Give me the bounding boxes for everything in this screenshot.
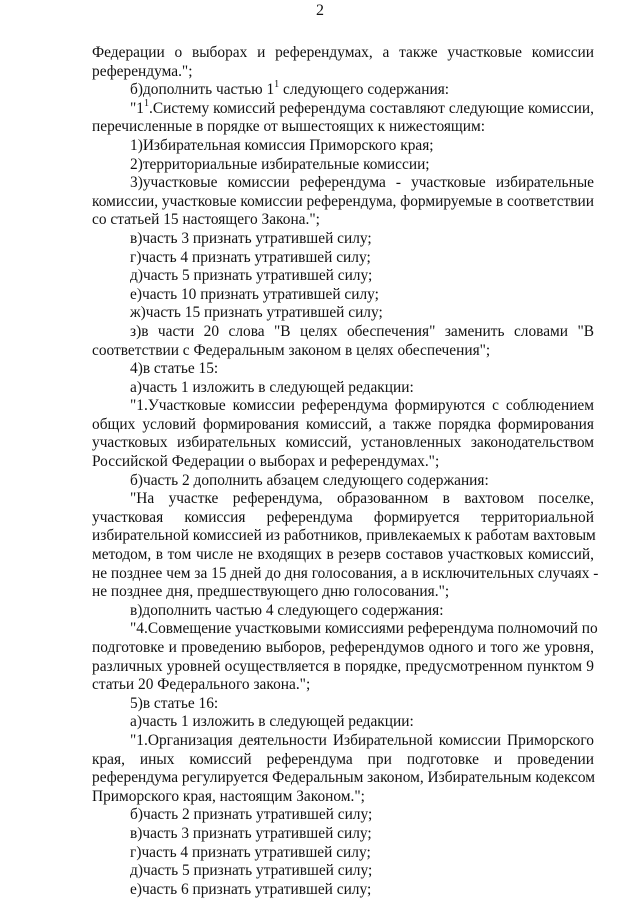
text-run: соответствии с Федеральным законом в целях обеспечения"; [92,341,491,359]
text-line [92,546,594,565]
text-line [92,304,594,323]
text-run: статьи 20 Федерального закона."; [92,676,311,694]
text-run: ж)часть 15 признать утратившей силу; [130,304,383,322]
text-run: 2)территориальные избирательные комиссии; [130,155,430,173]
text-line [92,286,594,305]
text-run: подготовке и проведению выборов, референдумов одного и того же уровня, [92,639,594,656]
text-run: "1.Участковые комиссии референдума формируются с соблюдением [130,397,594,415]
text-line [92,97,594,119]
text-run: в)дополнить частью 4 следующего содержания: [130,601,444,619]
text-run: со статьей 15 настоящего Закона."; [92,211,320,229]
text-line [92,658,594,677]
text-line [92,193,594,212]
text-line [92,416,594,435]
text-line [92,844,594,863]
text-line [92,788,594,807]
text-run: перечисленные в порядке от вышестоящих к нижестоящим: [92,118,486,136]
text-line [92,81,594,100]
text-line [92,453,594,472]
page-number: 2 [316,2,324,19]
superscript: 1 [274,79,280,91]
text-line [92,881,594,900]
text-line [92,434,594,453]
text-line [92,211,594,230]
text-line [92,156,594,175]
text-run: комиссии, участковые комиссии референдума, формируемые в соответствии [92,192,594,210]
text-run: участковых избирательных комиссий, установленных законодательством [92,434,594,452]
text-line [92,676,594,695]
text-line [92,379,594,398]
text-run: Приморского края, настоящим Законом."; [92,787,365,805]
text-run: референдума регулируется Федеральным законом, Избирательным кодексом [92,769,596,787]
text-line [92,509,594,528]
text-line [92,639,594,658]
text-run: "1.Организация деятельности Избирательной комиссии Приморского [130,731,594,749]
text-line [92,825,594,844]
text-run: г)часть 4 признать утратившей силу; [130,248,371,266]
text-line [92,230,594,249]
text-line [92,583,594,602]
text-run: различных уровней осуществляется в порядке, предусмотренном пунктом 9 [92,657,594,675]
text-line [92,713,594,732]
text-run: не позднее чем за 15 дней до дня голосования, а в исключительных случаях - [92,564,599,582]
document-body [92,44,599,899]
text-line [92,806,594,825]
text-line [92,249,594,268]
text-run: з)в части 20 слова "В целях обеспечения" заменить словами "В [130,322,594,340]
text-run: 3)участковые комиссии референдума - участковые избирательные [130,174,594,192]
text-run: референдума."; [92,62,193,80]
text-run: "На участке референдума, образованном в вахтовом поселке, [130,490,594,508]
text-run: б)часть 2 признать утратившей силу; [130,806,373,824]
text-run: б)часть 2 дополнить абзацем следующего содержания: [130,471,489,489]
text-run: .Систему комиссий референдума составляют следующие комиссии, [148,99,594,117]
text-line [92,769,594,788]
text-line [92,63,594,82]
text-run: в)часть 3 признать утратившей силу; [130,824,372,842]
text-run: е)часть 10 признать утратившей силу; [130,285,379,303]
text-run: "1 [130,99,144,117]
text-run: д)часть 5 признать утратившей силу; [130,267,373,285]
text-line [92,732,594,751]
text-run: в)часть 3 признать утратившей силу; [130,229,372,247]
text-line [92,695,594,714]
text-run: не позднее дня, предшествующего дню голосования."; [92,583,450,601]
text-run: а)часть 1 изложить в следующей редакции: [130,713,414,731]
text-run: 4)в статье 15: [130,360,219,378]
text-line [92,174,594,193]
text-line [92,490,594,509]
text-line [92,862,594,881]
text-run: е)часть 6 признать утратившей силу; [130,880,372,898]
text-run: Федерации о выборах и референдумах, а также участковые комиссии [92,44,594,61]
text-line [92,527,594,546]
text-run: края, иных комиссий референдума при подготовке и проведении [92,750,594,768]
text-run: общих условий формирования комиссий, а также порядка формирования [92,415,594,433]
text-run: г)часть 4 признать утратившей силу; [130,843,371,861]
text-run: "4.Совмещение участковыми комиссиями референдума полномочий по [130,620,598,638]
text-line [92,751,594,770]
text-line [92,472,594,491]
text-run: а)часть 1 изложить в следующей редакции: [130,378,414,396]
text-run: участковая комиссия референдума формируется территориальной [92,508,594,526]
text-line [92,323,594,342]
text-run: б)дополнить частью 1 [130,81,275,99]
text-run: избирательной комиссией из работников, привлекаемых к работам вахтовым [92,527,596,545]
text-line [92,620,598,639]
text-line [92,137,594,156]
text-run: методом, в том числе не входящих в резерв составов участковых комиссий, [92,546,594,564]
text-line [92,44,594,63]
text-run: Российской Федерации о выборах и референдумах."; [92,453,440,471]
text-run: 5)в статье 16: [130,694,219,712]
text-line [92,267,594,286]
text-line [92,342,594,361]
text-line [92,118,594,137]
text-run: д)часть 5 признать утратившей силу; [130,862,373,880]
superscript: 1 [143,97,149,109]
text-line [92,397,594,416]
text-line [92,360,594,379]
text-run: 1)Избирательная комиссия Приморского края; [130,136,434,154]
text-line [92,602,594,621]
text-run: следующего содержания: [279,81,450,99]
text-line [92,564,599,584]
